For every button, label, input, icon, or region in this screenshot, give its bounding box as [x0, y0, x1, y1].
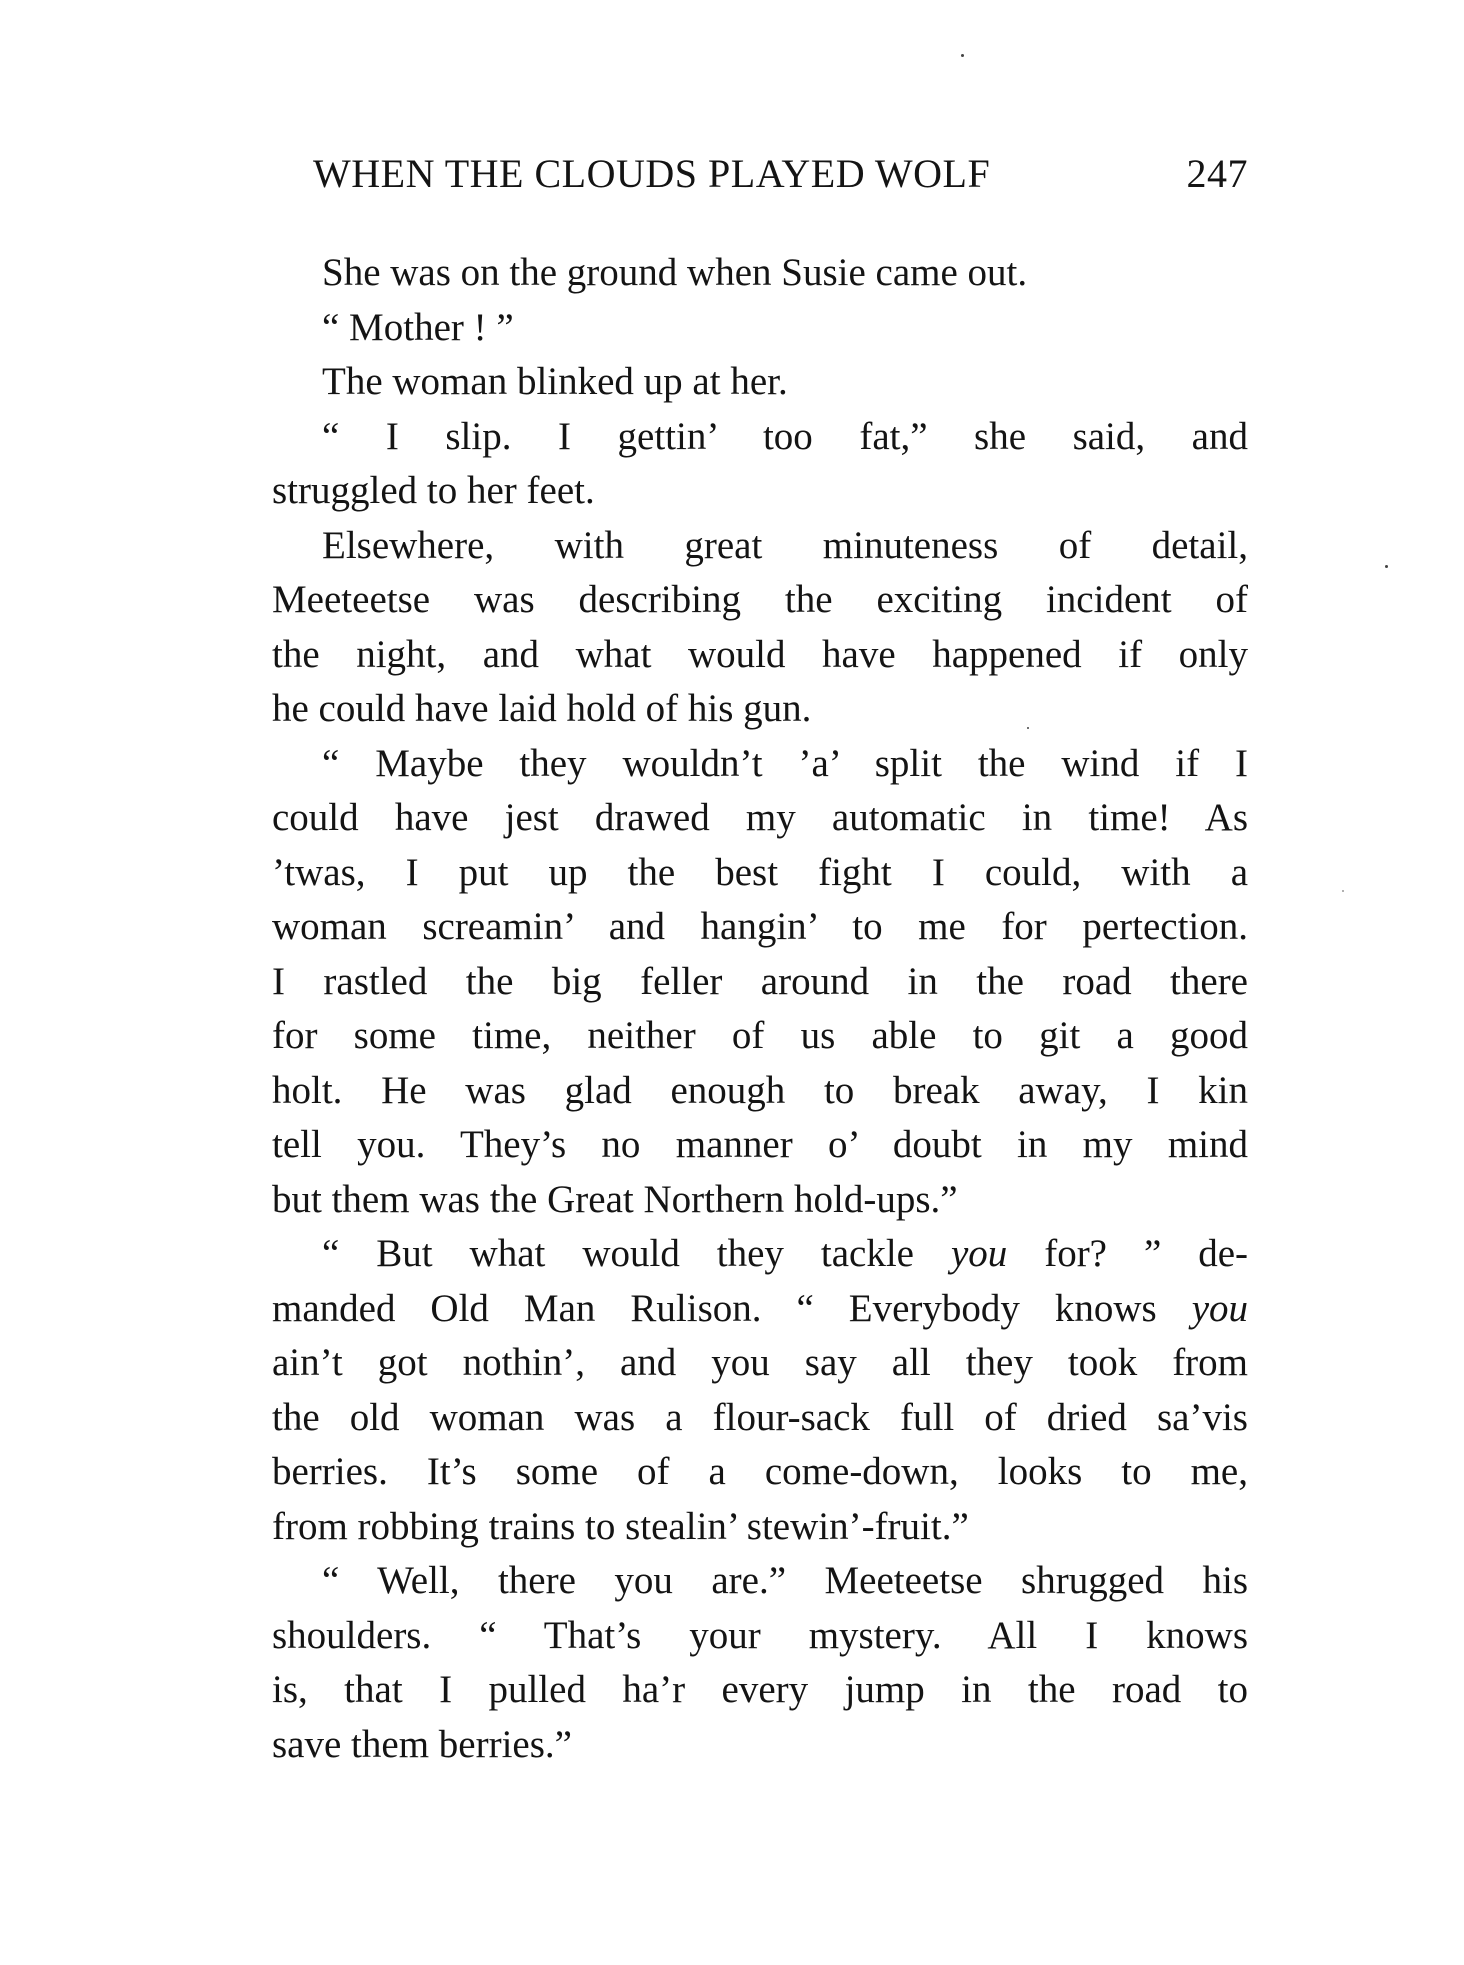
text-line: Elsewhere, with great minuteness of detail,	[322, 523, 1248, 567]
text-line: I rastled the big feller around in the road there	[272, 959, 1248, 1003]
text-line: for some time, neither of us able to git a good	[272, 1014, 1248, 1057]
paper-speck	[961, 54, 964, 57]
body-text	[272, 246, 1248, 1772]
text-line: holt. He was glad enough to break away, I kin	[272, 1068, 1248, 1112]
text-line: save them berries.”	[272, 1722, 572, 1766]
italic-emphasis: you	[1191, 1286, 1249, 1330]
text-line: Meeteetse was describing the exciting incident of	[272, 578, 1248, 621]
text-line: tell you. They’s no manner o’ doubt in my mind	[272, 1123, 1248, 1166]
paper-speck	[1342, 890, 1344, 892]
text-line: he could have laid hold of his gun.	[272, 687, 812, 730]
text-line	[272, 1227, 1248, 1282]
text-line: The woman blinked up at her.	[322, 360, 788, 403]
page-header	[313, 150, 1248, 210]
paper-speck	[1385, 565, 1388, 568]
text-line: shoulders. “ That’s your mystery. All I knows	[272, 1613, 1248, 1657]
text-line: berries. It’s some of a come-down, looks to me,	[272, 1450, 1248, 1493]
text-run: for? ” de-	[1044, 1232, 1248, 1275]
text-line: ’twas, I put up the best fight I could, with a	[272, 850, 1248, 894]
text-line: “ Mother ! ”	[322, 305, 514, 349]
running-head: WHEN THE CLOUDS PLAYED WOLF	[313, 151, 991, 196]
text-line: the night, and what would have happened if only	[272, 632, 1248, 676]
text-line	[272, 1282, 1248, 1337]
text-line: but them was the Great Northern hold-ups.”	[272, 1177, 958, 1221]
text-line: She was on the ground when Susie came out.	[322, 251, 1028, 294]
italic-emphasis: you	[950, 1232, 1008, 1275]
text-line: struggled to her feet.	[272, 469, 595, 512]
text-line: is, that I pulled ha’r every jump in the road to	[272, 1668, 1248, 1711]
paper-speck	[1027, 727, 1029, 729]
text-line: the old woman was a flour-sack full of dried sa’vis	[272, 1395, 1248, 1439]
text-run: manded Old Man Rulison. “ Everybody knows	[272, 1286, 1157, 1330]
text-line: ain’t got nothin’, and you say all they took from	[272, 1341, 1248, 1384]
text-line: “ Maybe they wouldn’t ’a’ split the wind if I	[322, 741, 1248, 785]
text-line: “ I slip. I gettin’ too fat,” she said, and	[322, 414, 1248, 458]
text-line: woman screamin’ and hangin’ to me for pertection.	[272, 905, 1248, 948]
text-line: could have jest drawed my automatic in time! As	[272, 796, 1248, 839]
page-number: 247	[1186, 151, 1248, 196]
text-line: “ Well, there you are.” Meeteetse shrugged his	[322, 1559, 1248, 1602]
text-run: “ But what would they tackle	[322, 1232, 914, 1275]
text-line: from robbing trains to stealin’ stewin’-fruit.”	[272, 1504, 969, 1548]
